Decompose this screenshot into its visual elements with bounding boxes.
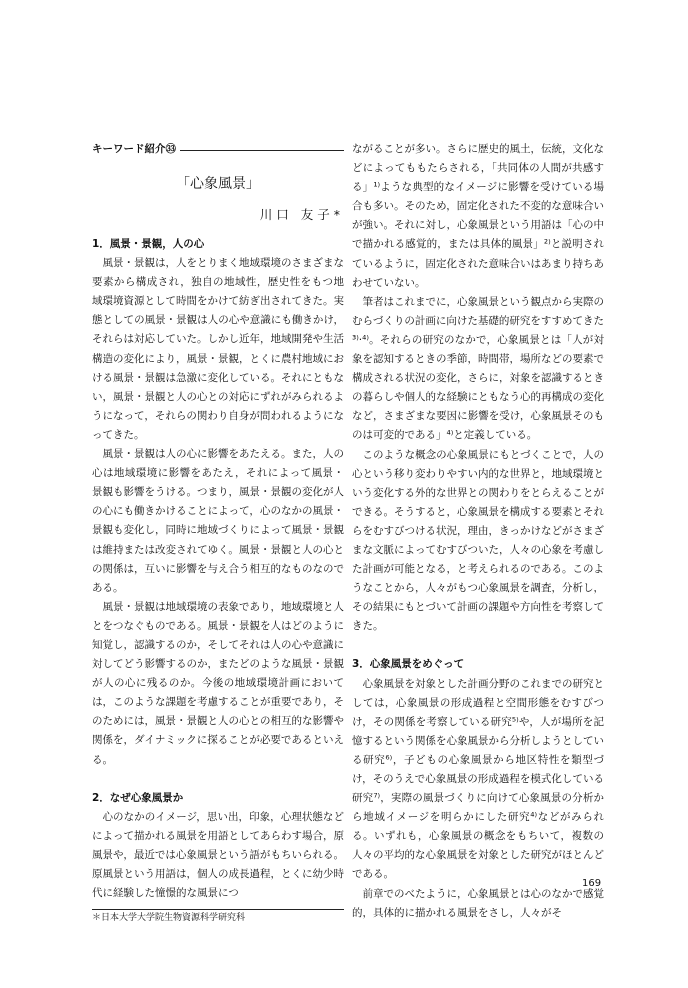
section-2-paragraph-1-start: 心のなかのイメージ，思い出，印象，心理状態などによって描かれる風景を用語としてあらわす場合，原風景や，最近では心象風景という語がもちいられる。原風景という用語は，個人の成長過程，とくに幼少時代に経験した憧憬的な風景につ <box>92 810 344 900</box>
section-3-heading: 3．心象風景をめぐって <box>352 658 465 671</box>
section-3-paragraph-1: 心象風景を対象とした計画分野のこれまでの研究としては，心象風景の形成過程と空間形態をむすびつけ，その関係を考察している研究⁵⁾や，人が場所を記憶するという関係を心象風景から分析しようとしている研究⁶⁾，子どもの心象風景から地区特性を類型づけ，そのうえで心象風景の形成過程を模式化している研究⁷⁾，実際の風景づくりに向けて心象風景の分析から地域イメージを明らかにした研究⁴⁾などがみられる。いずれも，心象風景の概念をもちいて，複数の人々の平均的な心象風景を対象とした研究がほとんどである。 <box>352 677 604 881</box>
section-1-heading: 1．風景・景観，人の心 <box>92 238 205 250</box>
section-1-paragraph-2: 風景・景観は人の心に影響をあたえる。また，人の心は地域環境に影響をあたえ，それによって風景・景観も影響をうける。つまり，風景・景観の変化が人の心にも働きかけることによって，心のなかの風景・景観も変化し，同時に地域づくりによって風景・景観は維持または改変されてゆく。風景・景観と人の心との関係は，互いに影響を与え合う相互的なものなのである。 <box>92 448 344 594</box>
header-rule <box>180 150 344 151</box>
right-column <box>352 140 604 923</box>
footnote-rule <box>92 909 344 910</box>
section-2-paragraph-1-cont: ながることが多い。さらに歴史的風土，伝統，文化などによってももたらされる，「共同体の人間が共感する」¹⁾ような典型的なイメージに影響を受けている場合も多い。そのため，固定化された不変的な意味合いが強い。それに対し，心象風景という用語は「心の中で描かれる感覚的，または具体的風景」²⁾と説明されているように，固定化された意味合いはあまり持ちあわせていない。 <box>352 143 604 289</box>
section-3-paragraph-2: 前章でのべたように，心象風景とは心のなかで感覚的，具体的に描かれる風景をさし，人々がそ <box>352 887 604 919</box>
keyword-header <box>92 140 344 159</box>
keyword-label: キーワード紹介㉝ <box>92 142 176 155</box>
left-column <box>92 140 344 925</box>
article-title: 「心象風景」 <box>176 176 260 192</box>
section-2-heading: 2．なぜ心象風景か <box>92 791 184 804</box>
author-affiliation-footnote: ＊日本大学大学院生物資源科学研究科 <box>92 913 246 924</box>
section-2-paragraph-3: このような概念の心象風景にもとづくことで，人の心という移り変わりやすい内的な世界と，地域環境という変化する外的な世界との関わりをとらえることができる。そうすると，心象風景を構成する要素とそれらをむすびつける状況，理由，きっかけなどがさまざまな文脈によってむすびついた，人々の心象を考慮した計画が可能となる，と考えられるのである。このようなことから，人々がもつ心象風景を調査，分析し，その結果にもとづいて計画の課題や方向性を考察してきた。 <box>352 448 604 633</box>
section-1-paragraph-1: 風景・景観は，人をとりまく地域環境のさまざまな要素から構成され，独自の地域性，歴史性をもつ地域環境資源として時間をかけて紡ぎ出されてきた。実態としての風景・景観は人の心や意識にも働きかけ，それらは対応していた。しかし近年，地域開発や生活構造の変化により，風景・景観，とくに農村地域における風景・景観は急激に変化している。それにともない，風景・景観と人の心との対応にずれがみられるようになって，それらの関わり自身が問われるようになってきた。 <box>92 257 344 441</box>
author-name: 川口 友子* <box>259 207 344 222</box>
page-number: 169 <box>582 878 602 889</box>
section-2-paragraph-2: 筆者はこれまでに，心象風景という観点から実際のむらづくりの計画に向けた基礎的研究をすすめてきた³⁾·⁴⁾。それらの研究のなかで，心象風景とは「人が対象を認知するときの季節，時間帯，場所などの要素で構成される状況の変化，さらに，対象を認識するときの暮らしや個人的な経験にともなう心的再構成の変化など，さまざまな要因に影響を受け，心象風景そのものは可変的である」⁴⁾と定義している。 <box>352 295 604 442</box>
section-1-paragraph-3: 風景・景観は地域環境の表象であり，地域環境と人とをつなぐものである。風景・景観を人はどのように知覚し，認識するのか，そしてそれは人の心や意識に対してどう影響するのか，またどのような風景・景観が人の心に残るのか。今後の地域環境計画においては，このような課題を考慮することが重要であり，そのためには，風景・景観と人の心との相互的な影響や関係を，ダイナミックに探ることが必要であるといえる。 <box>92 600 344 766</box>
